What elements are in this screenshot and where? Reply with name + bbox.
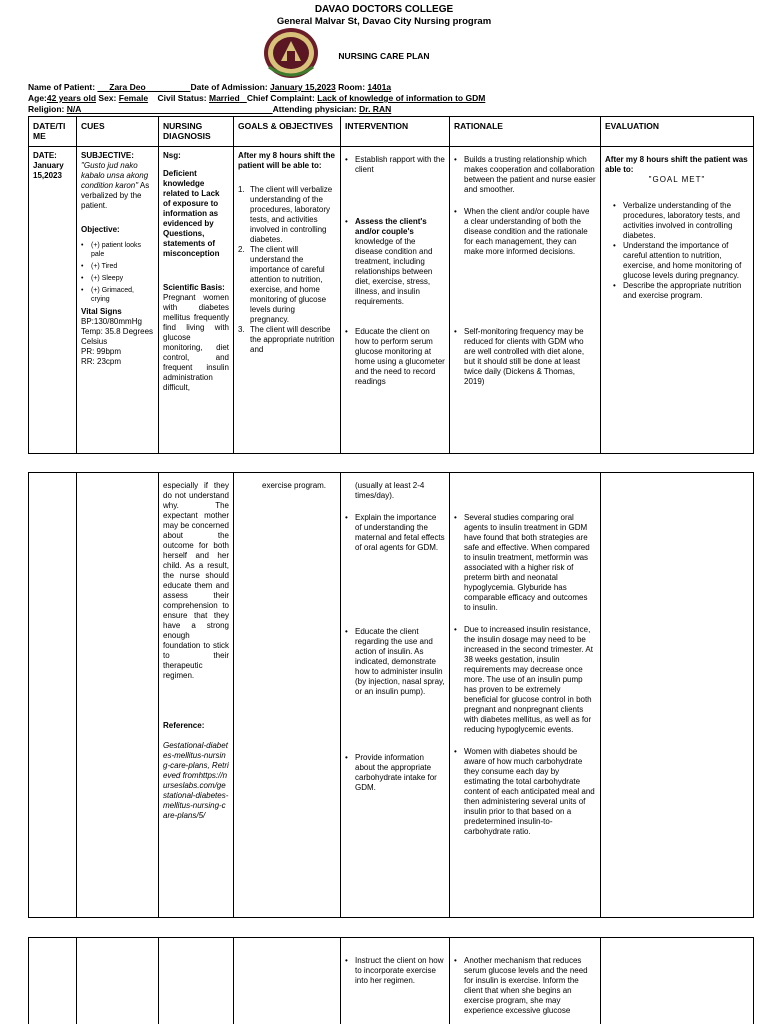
patient-info-line-1: Name of Patient: Zara Deo Date of Admission: January 15,2023 Room: 1401a [28,82,392,92]
list-item: • Provide information about the appropriate carbohydrate intake for GDM. [345,753,445,793]
diagnosis-cell-cont [159,473,234,918]
table-row [29,938,754,1024]
care-plan-table-page-2 [28,472,754,918]
list-item: • Due to increased insulin resistance, the insulin dosage may need to be increased in the second trimester. At 38 weeks gestation, insulin requirements may decrease once more. The use of an insulin pump has proven to be extremely beneficial for glucose control in both pregnant and nonpregnant clients with diabetes mellitus, as well as for reducing hypoglycemic events. [454,625,596,735]
list-item: • Instruct the client on how to incorporate exercise into her regimen. [345,956,445,986]
objective-list [81,241,154,304]
vital-temp: Temp: 35.8 Degrees Celsius [81,327,154,346]
intervention-cell-cont [341,473,450,918]
list-item: 2. The client will understand the importance of careful attention to nutrition, exercise, and home monitoring of glucose levels during pregnancy. [238,245,327,324]
goals-lead: After my 8 hours shift the patient will be able to: [238,151,335,170]
attending-physician: Dr. RAN [359,104,392,114]
diagnosis-statement: Deficient knowledge related to Lack of exposure to information as evidenced by Questions, statements of misconception [163,169,220,258]
list-item: • Describe the appropriate nutrition and exercise program. [613,281,749,301]
list-item: • Assess the client's and/or couple's knowledge of the disease condition and treatment, including relationships between diet, exercise, stress, illness, and insulin requirements. [345,217,445,307]
intervention-cell [341,147,450,454]
patient-name: Zara Deo [109,82,146,92]
goals-continued: exercise program. [262,481,327,490]
goals-list [238,185,336,355]
vital-signs-label: Vital Signs [81,307,122,316]
header-cues: CUES [77,117,159,147]
scientific-basis-label: Scientific Basis: [163,283,225,292]
list-item: • Educate the client regarding the use and action of insulin. As indicated, demonstrate how to administer insulin (by injection, nasal spray, or an insulin pump). [345,627,445,697]
patient-age: 42 years old [46,93,97,103]
reference-label: Reference: [163,721,205,730]
goals-cell-empty [234,938,341,1024]
rationale-list [454,513,596,837]
subjective-cue: "Gusto jud nako kabalo unsa akong condition karon" As verbalized by the patient. [81,161,150,210]
evaluation-list [613,201,749,301]
intervention-cell-cont [341,938,450,1024]
rationale-list [454,155,596,387]
list-item: • Women with diabetes should be aware of how much carbohydrate they consume each day by estimating the total carbohydrate content of each anticipated meal and then administering several units of insulin prior to that based on a predetermined insulin-to-carbohydrate ratio. [454,747,596,837]
cues-cell [77,147,159,454]
header-rationale: RATIONALE [450,117,601,147]
evaluation-lead: After my 8 hours shift the patient was able to: [605,155,748,174]
diagnosis-cell-empty [159,938,234,1024]
nsg-label: Nsg: [163,151,181,160]
list-item: • Establish rapport with the client [345,155,445,175]
diagnosis-cell [159,147,234,454]
list-item: • Educate the client on how to perform serum glucose monitoring at home using a glucometer and the need to record readings [345,327,445,387]
admission-date: January 15,2023 [270,82,336,92]
header-intervention: INTERVENTION [341,117,450,147]
intervention-list [345,155,445,387]
objective-label: Objective: [81,225,120,234]
list-item: • Verbalize understanding of the procedures, laboratory tests, and activities involved in controlling diabetes. [613,201,749,241]
vital-bp: BP:130/80mmHg [81,317,142,326]
table-row [29,147,754,454]
patient-info-line-3: Religion: N/A Attending physician: Dr. RAN [28,104,392,114]
school-name: DAVAO DOCTORS COLLEGE [314,4,454,15]
header-date: DATE/TI ME [29,117,77,147]
header-evaluation: EVALUATION [601,117,754,147]
list-item: 1. The client will verbalize understanding of the procedures, laboratory tests, and activities involved in controlling diabetes. [238,185,333,244]
intervention-continued: (usually at least 2-4 times/day). [355,481,425,500]
table-row [29,473,754,918]
scientific-basis-text-cont: especially if they do not understand why. The expectant mother may be concerned about the outcome for both herself and her child. As a result, the nurse should educate them and assess their comprehension to ensure that they have a strong enough foundation to stick to their therapeutic regimen. [163,481,229,680]
rationale-list [454,956,596,1016]
list-item: 3. The client will describe the appropriate nutrition and [238,325,335,354]
date-cell-empty [29,473,77,918]
list-item: • Several studies comparing oral agents to insulin treatment in GDM have found that both strategies are safe and effective. When compared to insulin treatment, metformin was associated with a higher risk of preterm birth and neonatal hypoglycemia. Glyburide has comparable efficacy and outcomes to insulin. [454,513,596,613]
care-plan-table-page-3 [28,937,754,1024]
vital-rr: RR: 23cpm [81,357,122,366]
rationale-cell-cont [450,473,601,918]
goals-cell [234,147,341,454]
list-item: • Another mechanism that reduces serum glucose levels and the need for insulin is exercise. Inform the client that when she begins an exercise program, she may experience excessive glucose [454,956,596,1016]
goal-met-badge: "GOAL MET" [648,175,706,184]
evaluation-cell-empty [601,938,754,1024]
chief-complaint: Lack of knowledge of information to GDM [317,93,486,103]
list-item: • When the client and/or couple have a clear understanding of both the disease condition and the rationale for each management, they can make more informed decisions. [454,207,596,257]
table-header-row [29,117,754,147]
civil-status: Married [209,93,240,103]
care-plan-table-page-1 [28,116,754,454]
header-goals: GOALS & OBJECTIVES [234,117,341,147]
list-item: • (+) Tired [81,262,154,271]
rationale-cell [450,147,601,454]
patient-sex: Female [118,93,149,103]
scientific-basis-text: Pregnant women with diabetes mellitus frequently find living with glucose monitoring, diet control, and frequent insulin administration difficult, [163,293,229,392]
reference-text: Gestational-diabetes-mellitus-nursing-care-plans, Retrieved fromhttps://nurseslabs.com/gestational-diabetes-mellitus-nursing-care-plans/5/ [163,741,229,820]
list-item: • (+) patient looks pale [81,241,154,259]
list-item: • (+) Sleepy [81,274,154,283]
cues-cell-empty [77,473,159,918]
list-item: • Understand the importance of careful attention to nutrition, exercise, and home monitoring of glucose levels during pregnancy. [613,241,749,281]
intervention-list [345,956,445,986]
room-number: 1401a [367,82,392,92]
goals-cell-cont [234,473,341,918]
date-cell: DATE: January 15,2023 [29,147,77,454]
intervention-list [345,513,445,793]
cues-cell-empty [77,938,159,1024]
patient-info-line-2: Age:42 years old Sex: Female Civil Status: Married Chief Complaint: Lack of knowledge of information to GDM [28,93,486,103]
subjective-label: SUBJECTIVE: [81,151,134,160]
vital-pr: PR: 99bpm [81,347,122,356]
evaluation-cell-empty [601,473,754,918]
document-title: NURSING CARE PLAN [338,51,430,61]
list-item: • Explain the importance of understanding the maternal and fetal effects of oral agents for GDM. [345,513,445,553]
date-cell-empty [29,938,77,1024]
religion: N/A [66,104,82,114]
list-item: • (+) Grimaced, crying [81,286,154,304]
school-address: General Malvar St, Davao City Nursing program [276,16,492,27]
list-item: • Self-monitoring frequency may be reduced for clients with GDM who are well controlled with diet alone, but it should still be done at least twice daily (Dickens & Thomas, 2019) [454,327,596,387]
header-diagnosis: NURSING DIAGNOSIS [159,117,234,147]
evaluation-cell [601,147,754,454]
list-item: • Builds a trusting relationship which makes cooperation and collaboration between the patient and nurse easier and smoother. [454,155,596,195]
rationale-cell-cont [450,938,601,1024]
